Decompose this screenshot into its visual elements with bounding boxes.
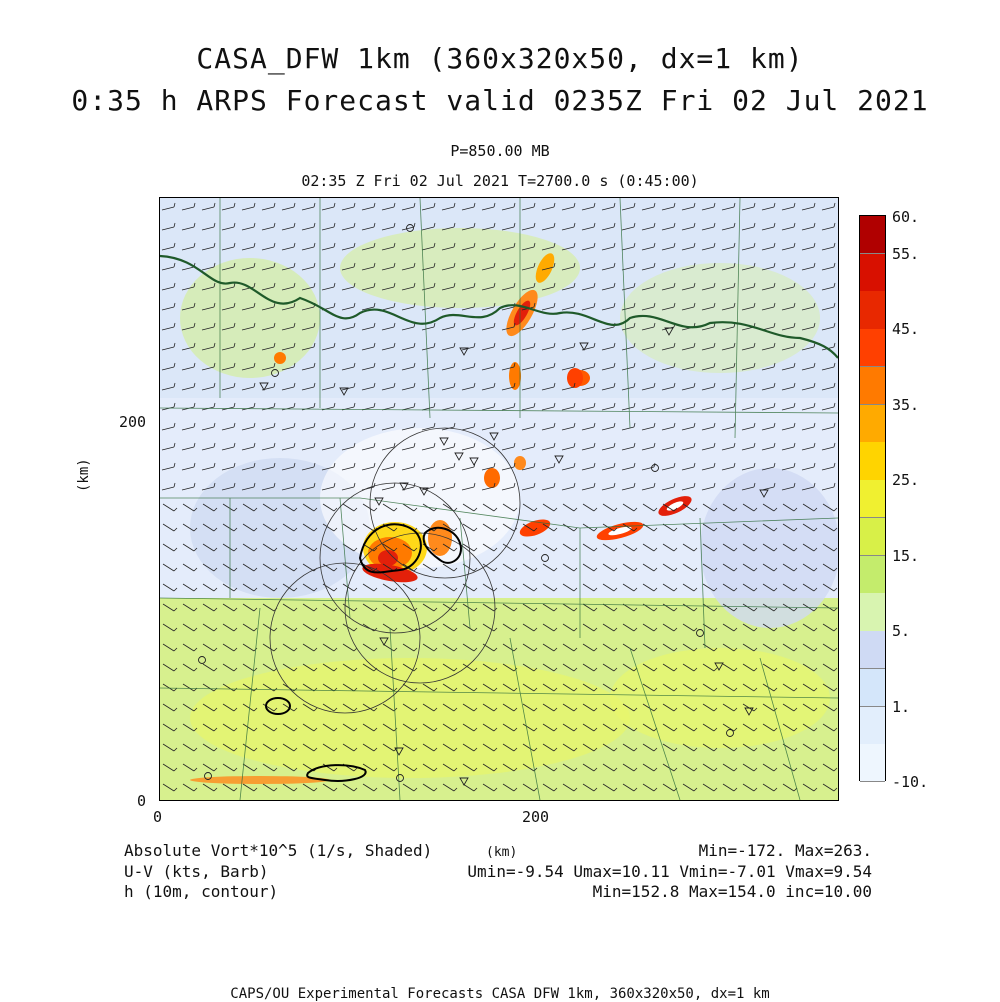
colorbar-label: 25. — [892, 471, 920, 489]
colorbar-label: 35. — [892, 396, 920, 414]
valid-time-line: 02:35 Z Fri 02 Jul 2021 T=2700.0 s (0:45:00) — [301, 172, 699, 190]
footer-credit: CAPS/OU Experimental Forecasts CASA DFW 1km, 360x320x50, dx=1 km — [230, 986, 770, 1002]
colorbar-swatch — [860, 442, 885, 480]
title-line-1: CASA_DFW 1km (360x320x50, dx=1 km) — [196, 42, 804, 75]
colorbar-swatch — [860, 291, 885, 329]
y-tick-0: 0 — [137, 792, 147, 810]
colorbar-swatch — [860, 254, 885, 292]
wind-barbs-north — [160, 198, 838, 498]
colorbar-swatch — [860, 556, 885, 594]
colorbar-swatch — [860, 480, 885, 518]
wind-barbs-south — [160, 498, 838, 800]
x-tick-200: 200 — [522, 808, 550, 826]
colorbar-swatch — [860, 707, 885, 745]
colorbar-label: 1. — [892, 698, 911, 716]
title-line-2: 0:35 h ARPS Forecast valid 0235Z Fri 02 Jul 2021 — [71, 84, 929, 117]
legend-field-shaded: Absolute Vort*10^5 (1/s, Shaded) — [124, 841, 433, 860]
colorbar-label: 5. — [892, 622, 911, 640]
x-axis-label: (km) — [486, 845, 518, 860]
legend-wind-minmax: Umin=-9.54 Umax=10.11 Vmin=-7.01 Vmax=9.54 — [467, 862, 872, 881]
pressure-level: P=850.00 MB — [450, 142, 550, 160]
colorbar-swatch — [860, 744, 885, 782]
colorbar-swatch — [860, 405, 885, 443]
legend-field-contour: h (10m, contour) — [124, 882, 279, 901]
x-tick-0: 0 — [153, 808, 163, 826]
colorbar-label: 15. — [892, 547, 920, 565]
y-tick-200: 200 — [119, 413, 147, 431]
colorbar-swatch — [860, 631, 885, 669]
map-canvas — [160, 198, 838, 800]
legend-field-barb: U-V (kts, Barb) — [124, 862, 269, 881]
colorbar-label: -10. — [892, 773, 929, 791]
colorbar-swatch — [860, 329, 885, 367]
colorbar-swatch — [860, 216, 885, 254]
colorbar-label: 45. — [892, 320, 920, 338]
legend-vort-minmax: Min=-172. Max=263. — [698, 841, 872, 860]
forecast-map — [159, 197, 839, 801]
colorbar-swatch — [860, 367, 885, 405]
colorbar-label: 55. — [892, 245, 920, 263]
legend-height-minmax: Min=152.8 Max=154.0 inc=10.00 — [592, 882, 872, 901]
colorbar-label: 60. — [892, 208, 920, 226]
colorbar-swatch — [860, 593, 885, 631]
y-axis-label: (km) — [76, 458, 92, 492]
colorbar-swatch — [860, 518, 885, 556]
colorbar-swatch — [860, 669, 885, 707]
colorbar — [859, 215, 886, 781]
